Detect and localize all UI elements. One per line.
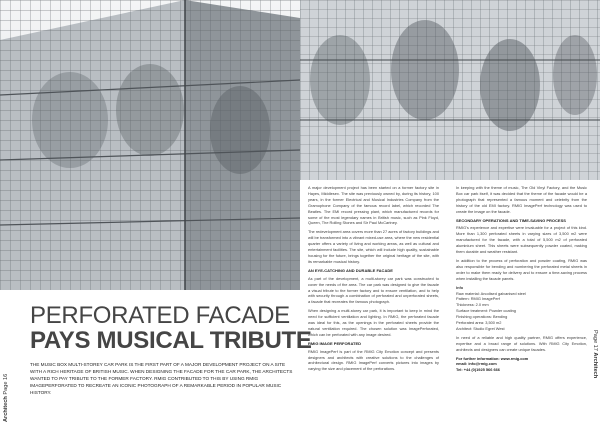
section-heading: RMIG IMAGE PERFORATED [308,340,362,346]
contact-email[interactable]: email: info@rmig.com [456,361,497,367]
brand-label: Architech [3,396,9,422]
page-number: Page 17 [592,330,598,351]
info-line: Surface treatment: Powder coating [456,308,516,314]
body-paragraph: A major development project has been started on a former factory site in Hayes, Middlesex. The site was previously owned by, during its history, 100 years, in the former Electrical and Musical Industries Company from the Gramophone Company of the famous record label, which recorded The Beatles. The EMI record pressing plant, which manufactured records for some of the most legendary names in British music, such as Pink Floyd, Queen, The Rolling Stones and Sir Paul McCartney. [308,185,439,226]
body-paragraph: In addition to the process of perforation and powder coating, RMIG was also responsible for bending and numbering the perforated metal sheets in order to make them ready for delivery and to ensure a time-saving process when installing the facade panels. [456,257,587,281]
facade-closeup-illustration [300,0,600,180]
body-paragraph: In need of a reliable and high quality partner, RMIG offers experience, expertise and a broad range of solutions. With RMIG City Emotion, architects and designers can create unique facades. [456,334,587,352]
page-number: Page 16 [3,373,9,395]
body-paragraph: RMIG's experience and expertise were invaluable for a project of this kind. More than 1,300 perforated sheets in varying sizes of 3,500 m2 were manufactured for the facade, with a total of 5,500 m2 of perforated aluminium sheet. This sheets were subsequently powder coated, making them durable and weather resistant. [456,225,587,255]
headline-line-2: PAYS MUSICAL TRIBUTE [30,327,312,354]
info-box [456,285,587,332]
section-heading: AN EYE-CATCHING AND DURABLE FACADE [308,267,393,273]
body-paragraph: As part of the development, a multi-storey car park was constructed to cover the needs of the area. The car park was designed to give the facade a visual tribute to the former factory and to ensure ventilation, and to help with security through a combination of perforated and unperforated sheets, a facade that recreates the famous photograph. [308,275,439,305]
info-line: Finishing operations: Bending [456,314,508,320]
body-paragraph: RMIG ImagePerf is part of the RMIG City Emotion concept and presents designers and architects with creative solutions to the challenges of architectural design. RMIG ImagePerf converts pictures into images by varying the size and placement of the perforations. [308,348,439,372]
facade-photo-right [300,0,600,180]
page-spine-left [3,332,17,422]
info-line: Pattern: RMIG ImagePerf [456,296,500,302]
brand-label: Architech [592,352,598,379]
info-title: Info [456,284,464,290]
facade-photo-left [0,0,300,290]
article-column-1 [308,185,439,375]
contact-block [456,356,587,374]
info-line: Architect: Studio Egret West [456,325,505,331]
info-line: Raw material: Anodised galvanised steel [456,290,526,296]
info-line: Perforated area: 3,500 m2 [456,320,502,326]
section-heading: SECONDARY OPERATIONS AND TIME-SAVING PROCESS [456,217,566,223]
body-paragraph: In keeping with the theme of music, The Old Vinyl Factory, and the Music Box car park itself, it was decided that the theme of the facade would be a photograph that represented a famous moment and celebrity from the history of the old EMI factory. RMIG ImagePerf technology was used to create the image on the facade. [456,185,587,214]
article-column-2 [456,185,587,373]
intro-paragraph: THE MUSIC BOX MULTI-STOREY CAR PARK IS THE FIRST PART OF A MAJOR DEVELOPMENT PROJECT ON A SITE WITH A RICH HERITAGE OF BRITISH MUSIC. WHEN DESIGNING THE FACADE FOR THE CAR PARK, THE ARCHITECTS WANTED TO PAY TRIBUTE TO THE FORMER FACTORY. RMIG CONTRIBUTED TO THIS BY USING RMIG IMAGEPERFORATED TO RECREATE AN ICONIC PHOTOGRAPH OF A REMARKABLE PERIOD IN POPULAR MUSIC HISTORY. [30,362,293,396]
contact-phone: Tel: +44 (0)1925 566 666 [456,367,500,373]
facade-illustration [0,0,300,290]
info-line: Thickness: 2.0 mm [456,302,489,308]
contact-title[interactable]: For further information: www.rmig.com [456,355,529,361]
body-paragraph: The redevelopment area covers more than 27 acres of factory buildings and will be transformed into a vibrant mixed-use area, where the new residential quarter offers a variety of living and working areas, as well as cultural and entertainment facilities. The site, which will include high quality, sustainable housing for the future, brings together the original heritage of the site, with its remarkable musical history. [308,229,439,264]
body-paragraph: When designing a multi-storey car park, it is important to keep in mind the need for sufficient ventilation and lighting. In RMIG, the perforated facade was ideal for this, as the openings in the perforated sheets provide the natural ventilation required. The chosen solution was ImagePerforated, which can be perforated with any image desired. [308,308,439,337]
headline-line-1: PERFORATED FACADE [30,302,290,329]
